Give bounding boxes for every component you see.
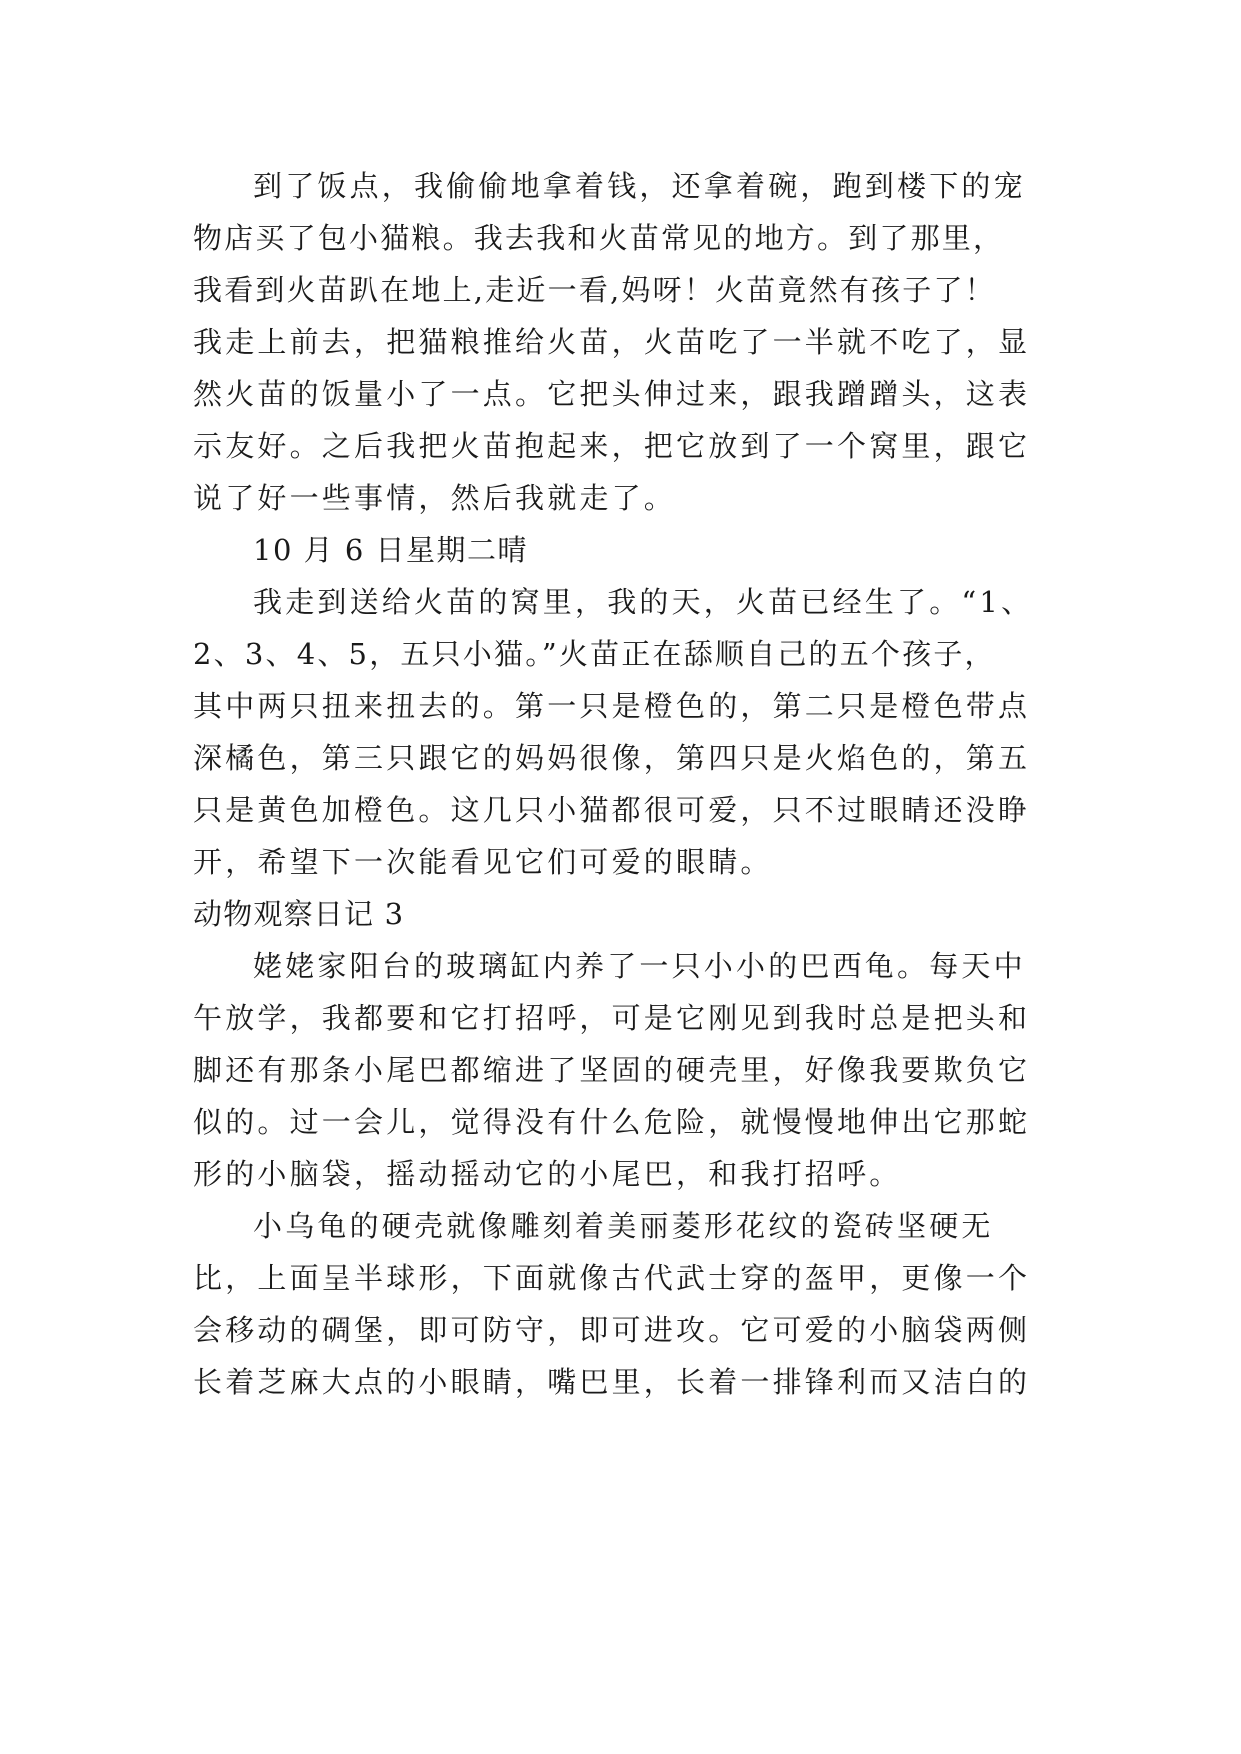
text-line: 似的。过一会儿，觉得没有什么危险，就慢慢地伸出它那蛇 <box>193 1105 1031 1139</box>
text-line: 深橘色，第三只跟它的妈妈很像，第四只是火焰色的，第五 <box>193 741 1031 775</box>
text-line: 姥姥家阳台的玻璃缸内养了一只小小的巴西龟。每天中 <box>253 949 1026 983</box>
text-line: 午放学，我都要和它打招呼，可是它刚见到我时总是把头和 <box>193 1001 1031 1035</box>
text-line: 小乌龟的硬壳就像雕刻着美丽菱形花纹的瓷砖坚硬无 <box>253 1209 994 1243</box>
text-line: 形的小脑袋，摇动摇动它的小尾巴，和我打招呼。 <box>193 1157 902 1191</box>
text-line: 我走到送给火苗的窝里，我的天，火苗已经生了。“1、 <box>253 585 1034 619</box>
text-line: 会移动的碉堡，即可防守，即可进攻。它可爱的小脑袋两侧 <box>193 1313 1031 1347</box>
text-line: 我看到火苗趴在地上,走近一看,妈呀！火苗竟然有孩子了！ <box>193 273 996 307</box>
text-line: 2、3、4、5，五只小猫。”火苗正在舔顺自己的五个孩子， <box>193 637 996 671</box>
section-title: 动物观察日记 3 <box>193 897 405 931</box>
diary-date: 10 月 6 日星期二晴 <box>253 533 529 567</box>
text-line: 说了好一些事情，然后我就走了。 <box>193 481 677 515</box>
text-line: 脚还有那条小尾巴都缩进了坚固的硬壳里，好像我要欺负它 <box>193 1053 1031 1087</box>
text-line: 我走上前去，把猫粮推给火苗，火苗吃了一半就不吃了，显 <box>193 325 1031 359</box>
text-line: 其中两只扭来扭去的。第一只是橙色的，第二只是橙色带点 <box>193 689 1031 723</box>
text-line: 到了饭点，我偷偷地拿着钱，还拿着碗，跑到楼下的宠 <box>253 169 1026 203</box>
text-line: 然火苗的饭量小了一点。它把头伸过来，跟我蹭蹭头，这表 <box>193 377 1031 411</box>
text-line: 长着芝麻大点的小眼睛，嘴巴里，长着一排锋利而又洁白的 <box>193 1365 1031 1399</box>
text-line: 物店买了包小猫粮。我去我和火苗常见的地方。到了那里， <box>193 221 1005 255</box>
text-line: 示友好。之后我把火苗抱起来，把它放到了一个窝里，跟它 <box>193 429 1031 463</box>
text-line: 只是黄色加橙色。这几只小猫都很可爱，只不过眼睛还没睁 <box>193 793 1031 827</box>
text-line: 比，上面呈半球形，下面就像古代武士穿的盔甲，更像一个 <box>193 1261 1031 1295</box>
text-line: 开，希望下一次能看见它们可爱的眼睛。 <box>193 845 773 879</box>
